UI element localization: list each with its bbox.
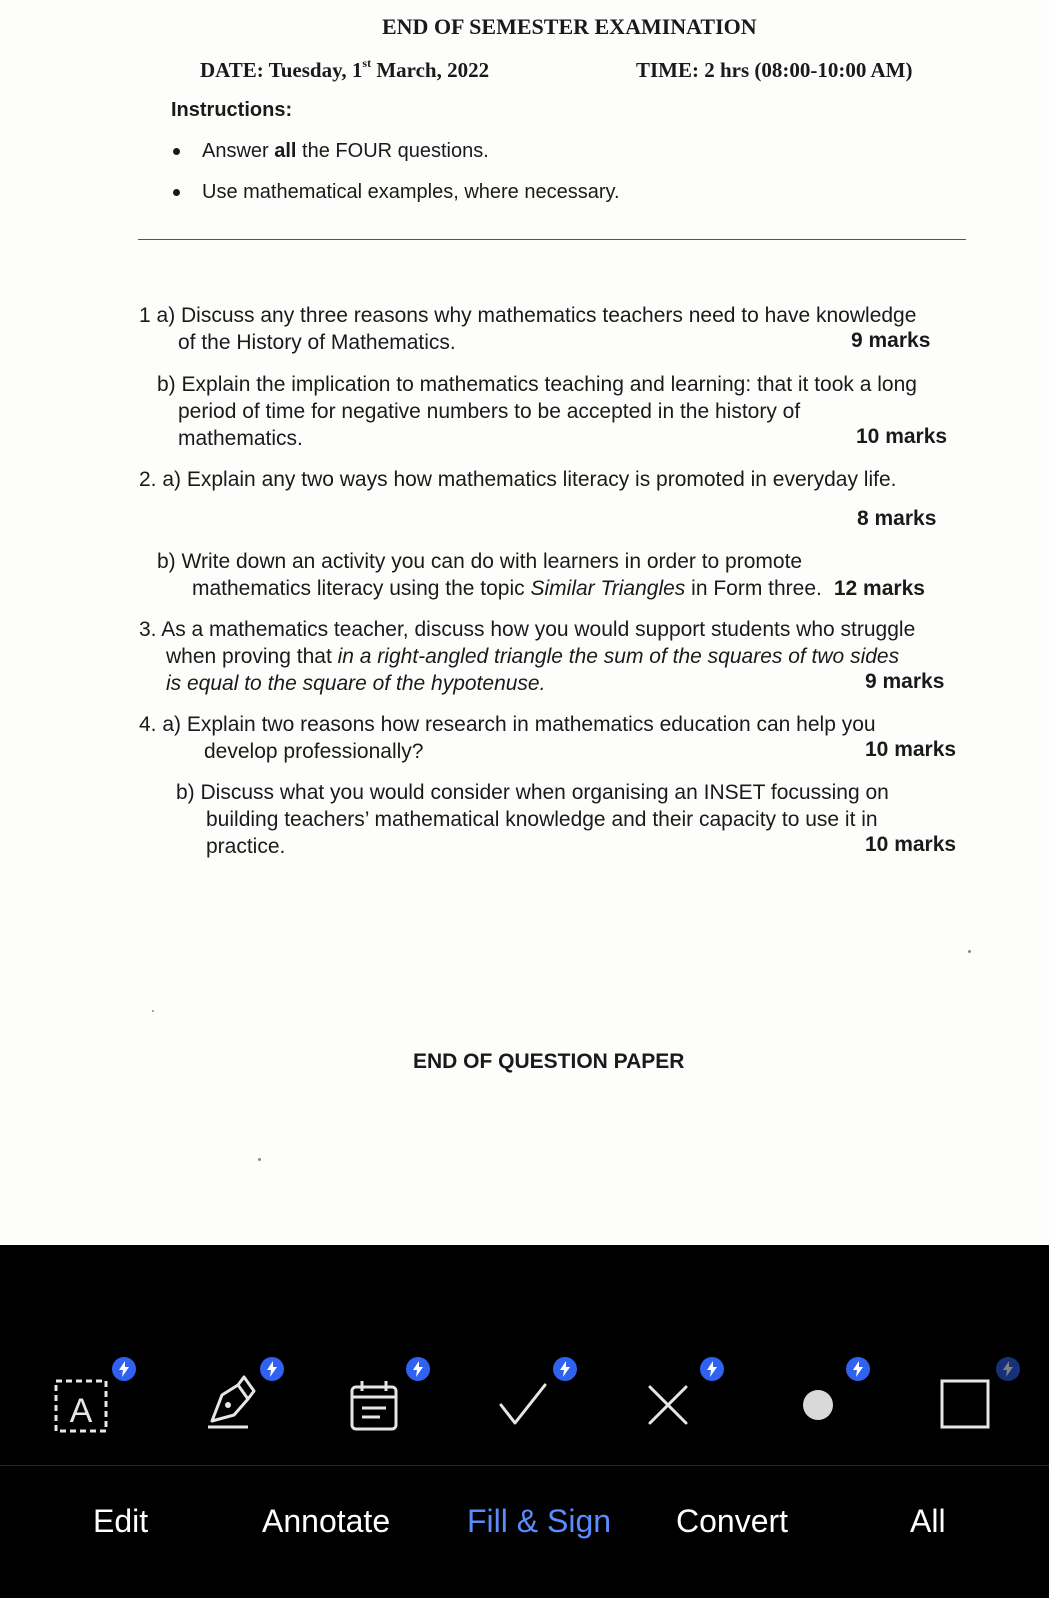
- question-4b-line3: practice.: [206, 835, 286, 858]
- premium-badge-icon: [846, 1357, 870, 1381]
- marks-4a: 10 marks: [865, 738, 957, 761]
- premium-badge-icon: [406, 1357, 430, 1381]
- tool-text-box[interactable]: [52, 1345, 132, 1455]
- question-2b-line2: mathematics literacy using the topic Similar Triangles in Form three. 12 marks: [192, 577, 925, 600]
- question-1b: b) Explain the implication to mathematics teaching and learning: that it took a long: [157, 373, 917, 396]
- premium-badge-icon: [996, 1357, 1020, 1381]
- question-3-line2: when proving that in a right-angled triangle the sum of the squares of two sides: [166, 645, 900, 668]
- tab-convert[interactable]: Convert: [676, 1503, 789, 1539]
- exam-date: DATE: Tuesday, 1st March, 2022: [200, 56, 490, 82]
- question-3: 3. As a mathematics teacher, discuss how you would support students who struggle: [139, 618, 916, 641]
- marks-1a: 9 marks: [851, 329, 931, 352]
- exam-title: END OF SEMESTER EXAMINATION: [382, 14, 757, 39]
- tab-edit[interactable]: Edit: [93, 1503, 149, 1539]
- tool-dot[interactable]: [786, 1345, 866, 1455]
- question-1a: 1 a) Discuss any three reasons why mathematics teachers need to have knowledge: [139, 304, 917, 327]
- question-2a: 2. a) Explain any two ways how mathematics literacy is promoted in everyday life.: [139, 468, 897, 491]
- premium-badge-icon: [700, 1357, 724, 1381]
- question-2b: b) Write down an activity you can do with learners in order to promote: [157, 550, 803, 573]
- question-3-line3: is equal to the square of the hypotenuse.: [166, 672, 546, 695]
- tab-annotate[interactable]: Annotate: [262, 1503, 391, 1539]
- marks-2a: 8 marks: [857, 507, 937, 530]
- question-4b-line2: building teachers’ mathematical knowledge and their capacity to use it in: [206, 808, 878, 831]
- premium-badge-icon: [112, 1357, 136, 1381]
- marks-1b: 10 marks: [856, 425, 948, 448]
- tool-rectangle[interactable]: [938, 1345, 1018, 1455]
- svg-text:A: A: [69, 1392, 93, 1430]
- exam-time: TIME: 2 hrs (08:00-10:00 AM): [636, 58, 913, 82]
- marks-4b: 10 marks: [865, 833, 957, 856]
- bottom-toolbar: [0, 1245, 1049, 1598]
- tool-cross[interactable]: [640, 1345, 720, 1455]
- question-4b: b) Discuss what you would consider when organising an INSET focussing on: [176, 781, 889, 804]
- tab-all[interactable]: All: [910, 1503, 946, 1539]
- instructions-heading: Instructions:: [171, 99, 293, 121]
- marks-3: 9 marks: [865, 670, 945, 693]
- tab-fill-sign[interactable]: Fill & Sign: [467, 1503, 612, 1539]
- fill-sign-tools: [0, 1345, 1049, 1455]
- question-1b-line3: mathematics.: [178, 427, 303, 450]
- premium-badge-icon: [260, 1357, 284, 1381]
- toolbar-divider: [0, 1465, 1049, 1466]
- scan-speck: [258, 1158, 261, 1161]
- question-4a-line2: develop professionally?: [204, 740, 424, 763]
- scan-speck: [152, 1010, 154, 1012]
- premium-badge-icon: [553, 1357, 577, 1381]
- end-of-paper: END OF QUESTION PAPER: [413, 1050, 685, 1073]
- instruction-item: Answer all the FOUR questions.: [173, 140, 489, 163]
- tool-signature[interactable]: [200, 1345, 280, 1455]
- divider: [138, 239, 966, 240]
- question-1a-line2: of the History of Mathematics.: [178, 331, 456, 354]
- tool-checkmark[interactable]: [493, 1345, 573, 1455]
- instruction-item: Use mathematical examples, where necessary.: [173, 181, 620, 204]
- tool-date[interactable]: [346, 1345, 426, 1455]
- scan-speck: [968, 950, 971, 953]
- question-4a: 4. a) Explain two reasons how research in mathematics education can help you: [139, 713, 876, 736]
- marks-2b: 12 marks: [833, 577, 925, 600]
- question-1b-line2: period of time for negative numbers to be accepted in the history of: [178, 400, 801, 423]
